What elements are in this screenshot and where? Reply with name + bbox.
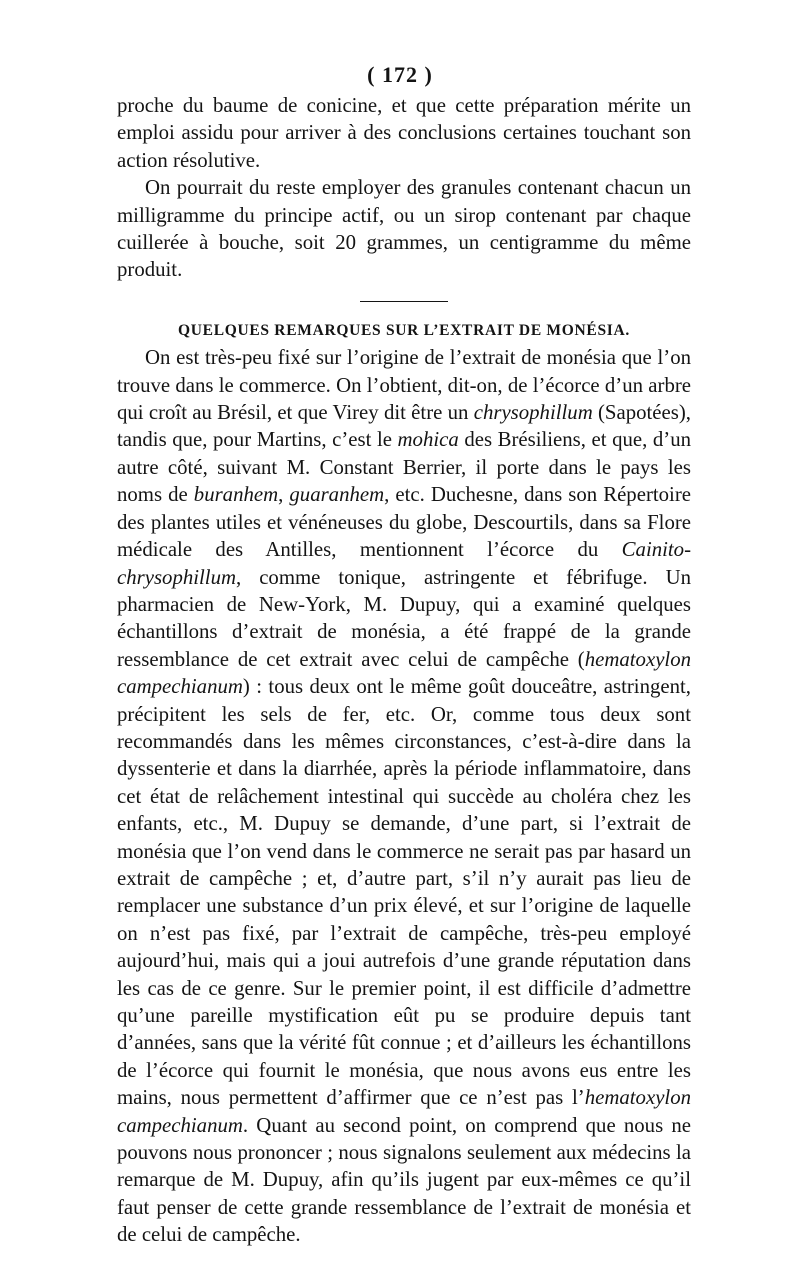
text-run: (Sapotées), tandis que, pour Martins, c’est le [117, 401, 691, 452]
text-run: On est très-peu fixé sur l’origine de l’extrait de monésia que l’on trouve dans le commerce. On l’obtient, dit-on, de l’écorce d’un arbre qui croît au Brésil, et que Virey dit être un [117, 346, 691, 425]
page-number: ( 172 ) [367, 62, 433, 87]
paragraph-monesia [117, 344, 691, 1248]
italic-term: hematoxylon campechianum [117, 647, 691, 699]
section-heading: QUELQUES REMARQUES SUR L’EXTRAIT DE MONÉSIA. [178, 321, 630, 339]
text-run: , [278, 483, 290, 507]
italic-term: mohica [397, 428, 459, 452]
italic-term: chrysophillum [473, 401, 593, 425]
text-run: , etc. Duchesne, dans son Répertoire des plantes utiles et vénéneuses du globe, Descourtils, dans sa Flore médicale des Antilles, mentionnent l’écorce du [117, 483, 691, 562]
section-divider [360, 301, 448, 302]
italic-term: Cainito-chrysophillum [117, 538, 691, 589]
paragraph-continuation: proche du baume de conicine, et que cette préparation mérite un emploi assidu pour arriver à des conclusions certaines touchant son action résolutive. [117, 94, 691, 172]
text-run: ) : tous deux ont le même goût douceâtre, astringent, précipitent les sels de fer, etc. Or, comme tous deux sont recommandés dans les mêmes circonstances, c’est-à-dire dans la dyssenterie et dans la diarrhée, après la période inflammatoire, dans cet état de relâchement intestinal qui succède au choléra chez les enfants, etc., M. Dupuy se demande, d’une part, si l’extrait de monésia que l’on vend dans le commerce ne serait pas par hasard un extrait de campêche ; et, d’autre part, s’il n’y aurait pas lieu de remplacer une substance d’un prix élevé, et sur l’origine de laquelle on n’est pas fixé, par l’extrait de campêche, très-peu employé aujourd’hui, mais qui a joui autrefois d’une grande réputation dans les cas de ce genre. Sur le premier point, il est difficile d’admettre qu’une pareille mystification eût pu se produire depuis tant d’années, sans que la vérité fût connue ; et d’ailleurs les échantillons de l’écorce qui fournit le monésia, que nous avons eus entre les mains, nous permettent d’affirmer que ce n’est pas l’ [117, 675, 691, 1110]
text-run: . Quant au second point, on comprend que nous ne pouvons nous prononcer ; nous signalons seulement aux médecins la remarque de M. Dupuy, afin qu’ils jugent par eux-mêmes ce qu’il faut penser de cette grande ressemblance de l’extrait de monésia et de celui de campêche. [117, 1113, 691, 1247]
paragraph-granules: On pourrait du reste employer des granules contenant chacun un milligramme du principe actif, ou un sirop contenant par chaque cuillerée à bouche, soit 20 grammes, un centigramme du même produit. [117, 176, 691, 282]
italic-term: guaranhem [289, 483, 385, 507]
text-run: des Brésiliens, et que, d’un autre côté, suivant M. Constant Berrier, il porte dans le pays les noms de [117, 428, 691, 507]
body-text [117, 92, 691, 1249]
text-run: , comme tonique, astringente et fébrifuge. Un pharmacien de New-York, M. Dupuy, qui a examiné quelques échantillons d’extrait de monésia, a été frappé de la grande ressemblance de cet extrait avec celui de campêche ( [117, 565, 691, 671]
italic-term: hematoxylon campechianum [117, 1086, 691, 1137]
italic-term: buranhem [193, 483, 279, 507]
